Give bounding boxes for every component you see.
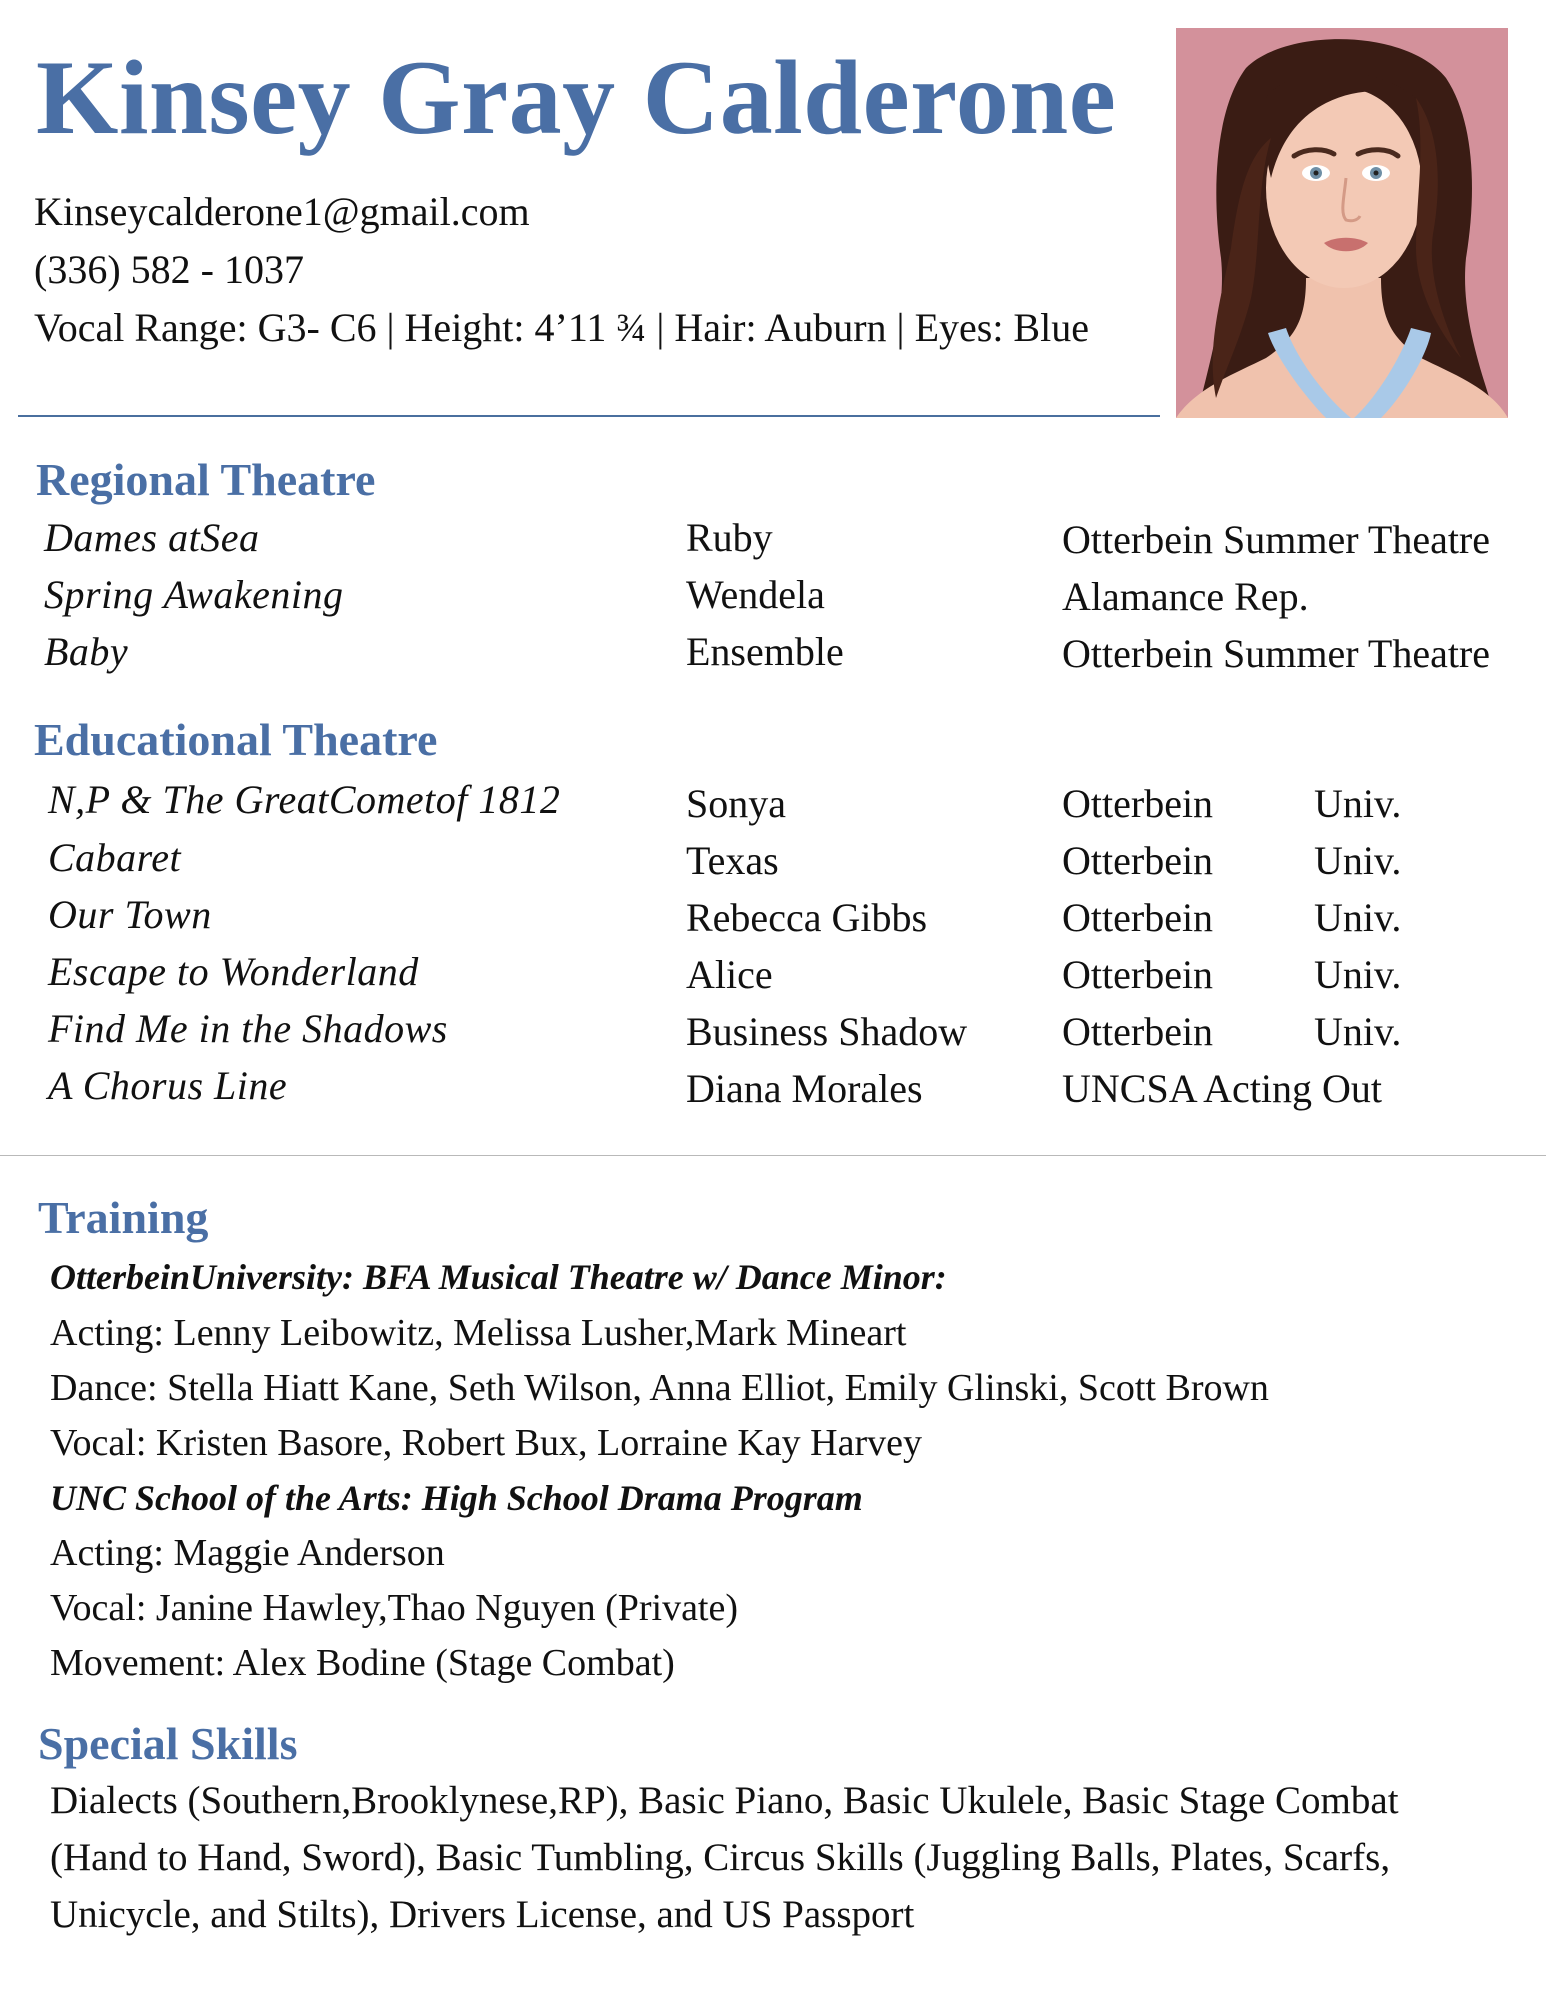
skills-line: Dialects (Southern,Brooklynese,RP), Basic Piano, Basic Ukulele, Basic Stage Combat — [50, 1779, 1399, 1822]
credit-venue: Otterbein — [1062, 838, 1214, 883]
header-divider — [18, 415, 1160, 417]
credit-role: Wendela — [686, 572, 825, 617]
credit-show: Spring Awakening — [44, 572, 344, 617]
credit-role: Rebecca Gibbs — [686, 895, 928, 940]
skills-line: Unicycle, and Stilts), Drivers License, and US Passport — [50, 1893, 915, 1936]
credit-show: N,P & The GreatCometof 1812 — [48, 777, 561, 822]
credit-show: Baby — [44, 629, 129, 674]
credit-show: Cabaret — [48, 835, 182, 880]
credit-role: Sonya — [686, 781, 786, 826]
credit-show: Dames atSea — [44, 515, 260, 560]
credit-venue: Otterbein Summer Theatre — [1062, 631, 1491, 676]
credit-show: Find Me in the Shadows — [48, 1006, 448, 1051]
credit-role: Alice — [686, 952, 773, 997]
credit-show: Escape to Wonderland — [48, 949, 419, 994]
credit-venue-suffix: Univ. — [1314, 838, 1402, 883]
training-line: Movement: Alex Bodine (Stage Combat) — [50, 1642, 675, 1684]
training-institution: UNC School of the Arts: High School Drama Program — [50, 1478, 863, 1518]
credit-venue: Otterbein — [1062, 781, 1214, 826]
credit-venue: Otterbein Summer Theatre — [1062, 517, 1491, 562]
credit-venue-suffix: Univ. — [1314, 1009, 1402, 1054]
credit-venue: UNCSA Acting Out — [1062, 1066, 1383, 1111]
credit-role: Ruby — [686, 515, 773, 560]
training-line: Acting: Lenny Leibowitz, Melissa Lusher,Mark Mineart — [50, 1312, 907, 1354]
credit-role: Diana Morales — [686, 1066, 923, 1111]
credit-venue-suffix: Univ. — [1314, 781, 1402, 826]
headshot-photo — [1176, 28, 1508, 418]
credit-venue-suffix: Univ. — [1314, 895, 1402, 940]
credit-role: Texas — [686, 838, 779, 883]
training-institution: OtterbeinUniversity: BFA Musical Theatre w/ Dance Minor: — [50, 1257, 947, 1297]
section-title-regional: Regional Theatre — [36, 454, 376, 505]
credit-venue: Otterbein — [1062, 1009, 1214, 1054]
credit-role: Business Shadow — [686, 1009, 968, 1054]
training-line: Vocal: Kristen Basore, Robert Bux, Lorraine Kay Harvey — [50, 1422, 922, 1464]
credit-show: Our Town — [48, 892, 212, 937]
section-title-training: Training — [38, 1192, 209, 1243]
phone-text: (336) 582 - 1037 — [34, 247, 304, 292]
resume-name: Kinsey Gray Calderone — [36, 39, 1117, 156]
training-line: Dance: Stella Hiatt Kane, Seth Wilson, Anna Elliot, Emily Glinski, Scott Brown — [50, 1367, 1269, 1409]
training-line: Acting: Maggie Anderson — [50, 1532, 445, 1574]
stats-text: Vocal Range: G3- C6 | Height: 4’11 ¾ | Hair: Auburn | Eyes: Blue — [34, 305, 1089, 350]
skills-line: (Hand to Hand, Sword), Basic Tumbling, Circus Skills (Juggling Balls, Plates, Scarfs, — [50, 1836, 1391, 1879]
section-title-educational: Educational Theatre — [34, 714, 438, 765]
credit-venue: Otterbein — [1062, 895, 1214, 940]
training-line: Vocal: Janine Hawley,Thao Nguyen (Private) — [50, 1587, 739, 1629]
credit-venue: Alamance Rep. — [1062, 574, 1309, 619]
email-text: Kinseycalderone1@gmail.com — [34, 189, 530, 234]
credit-show: A Chorus Line — [48, 1063, 288, 1108]
section-divider — [0, 1155, 1546, 1156]
section-title-skills: Special Skills — [38, 1718, 298, 1769]
credit-venue: Otterbein — [1062, 952, 1214, 997]
credit-venue-suffix: Univ. — [1314, 952, 1402, 997]
credit-role: Ensemble — [686, 629, 844, 674]
